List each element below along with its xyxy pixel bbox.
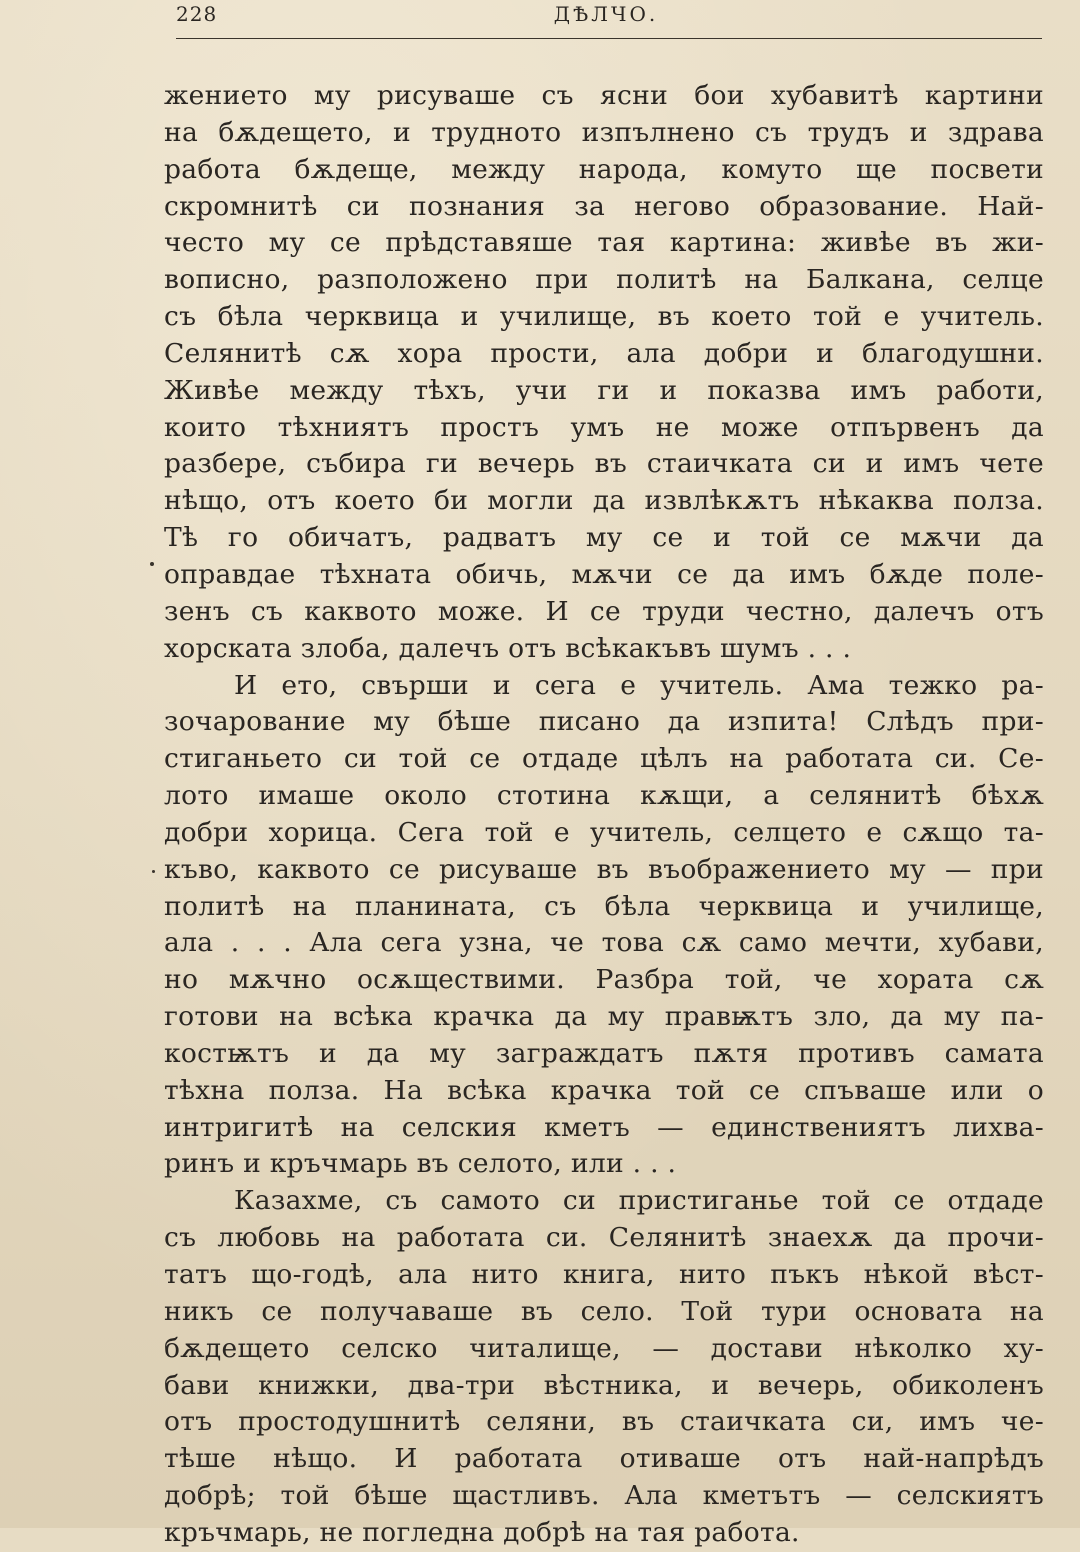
text-line: татъ що-годѣ, ала нито книга, нито пъкъ нѣкой вѣст- [164, 1259, 1044, 1290]
text-line: ала . . . Ала сега узна, че това сѫ само мечти, хубави, [164, 927, 1044, 959]
text-line: Селянитѣ сѫ хора прости, ала добри и благодушни. [164, 337, 1044, 369]
text-line: вописно, разположено при политѣ на Балкана, селце [164, 264, 1044, 296]
text-line: тѣше нѣщо. И работата отиваше отъ най-напрѣдъ [164, 1443, 1044, 1475]
text-line: ринъ и кръчмарь въ селото, или . . . [164, 1148, 677, 1180]
text-line: бѫдещето селско читалище, — достави нѣколко ху- [164, 1332, 1044, 1364]
text-line: зенъ съ каквото може. И се труди честно, далечъ отъ [164, 595, 1044, 627]
text-line: жението му рисуваше съ ясни бои хубавитѣ картини [164, 80, 1044, 111]
text-line: добри хорица. Сега той е учитель, селцето е сѫщо та- [164, 816, 1044, 848]
body-text [164, 78, 1044, 1552]
ink-speck [150, 562, 154, 566]
text-line: къво, каквото се рисуваше въ въображението му — при [164, 853, 1044, 885]
text-line: разбере, събира ги вечерь въ стаичката си и имъ чете [164, 448, 1044, 480]
text-line: но мѫчно осѫществими. Разбра той, че хората сѫ [164, 964, 1044, 996]
text-line: тѣхна полза. На всѣка крачка той се спъваше или о [164, 1074, 1044, 1106]
text-line: И ето, свърши и сега е учитель. Ама тежко ра- [234, 669, 1044, 701]
text-line: на бѫдещето, и трудното изпълнено съ трудъ и здрава [164, 116, 1044, 148]
page-header [172, 2, 1040, 32]
text-line: често му се прѣдставяше тая картина: живѣе въ жи- [164, 227, 1044, 259]
text-line: Живѣе между тѣхъ, учи ги и показва имъ работи, [164, 374, 1044, 406]
text-line: нѣщо, отъ което би могли да извлѣкѫтъ нѣкаква полза. [164, 485, 1044, 517]
text-line: зочарование му бѣше писано да изпита! Слѣдъ при- [164, 706, 1044, 738]
text-line: стиганьето си той се отдаде цѣлъ на работата си. Се- [164, 743, 1044, 775]
text-line: бави книжки, два-три вѣстника, и вечерь, обиколенъ [164, 1369, 1044, 1401]
page-number: 228 [176, 2, 218, 26]
text-line: кръчмарь, не погледна добрѣ на тая работа. [164, 1516, 800, 1548]
text-line: лото имаше около стотина кѫщи, а селянитѣ бѣхѫ [164, 780, 1044, 812]
text-line: работа бѫдеще, между народа, комуто ще посвети [164, 153, 1044, 185]
text-line: оправдае тѣхната обичь, мѫчи се да имъ бѫде поле- [164, 558, 1044, 590]
ink-speck [152, 870, 155, 873]
text-line: интригитѣ на селския кметъ — единствениятъ лихва- [164, 1111, 1044, 1143]
header-rule [176, 38, 1042, 39]
text-line: хорската злоба, далечъ отъ всѣкакъвъ шумъ . . . [164, 632, 852, 664]
text-line: съ любовь на работата си. Селянитѣ знаехѫ да прочи- [164, 1222, 1044, 1254]
text-line: политѣ на планината, съ бѣла черквица и училище, [164, 890, 1044, 922]
text-line: костѭтъ и да му заграждатъ пѫтя противъ самата [164, 1037, 1044, 1069]
running-title: ДѢЛЧО. [553, 2, 659, 26]
text-line: Тѣ го обичатъ, радватъ му се и той се мѫчи да [164, 522, 1044, 554]
text-line: които тѣхниятъ простъ умъ не може отпървенъ да [164, 411, 1044, 443]
text-line: Казахме, съ самото си пристиганье той се отдаде [234, 1185, 1044, 1217]
text-line: добрѣ; той бѣше щастливъ. Ала кметътъ — селскиятъ [164, 1480, 1044, 1512]
text-line: никъ се получаваше въ село. Той тури основата на [164, 1295, 1044, 1327]
text-line: съ бѣла черквица и училище, въ което той е учитель. [164, 301, 1044, 333]
text-line: отъ простодушнитѣ селяни, въ стаичката си, имъ че- [164, 1406, 1044, 1438]
text-line: скромнитѣ си познания за негово образование. Най- [164, 190, 1044, 222]
text-line: готови на всѣка крачка да му правѭтъ зло, да му па- [164, 1001, 1044, 1033]
